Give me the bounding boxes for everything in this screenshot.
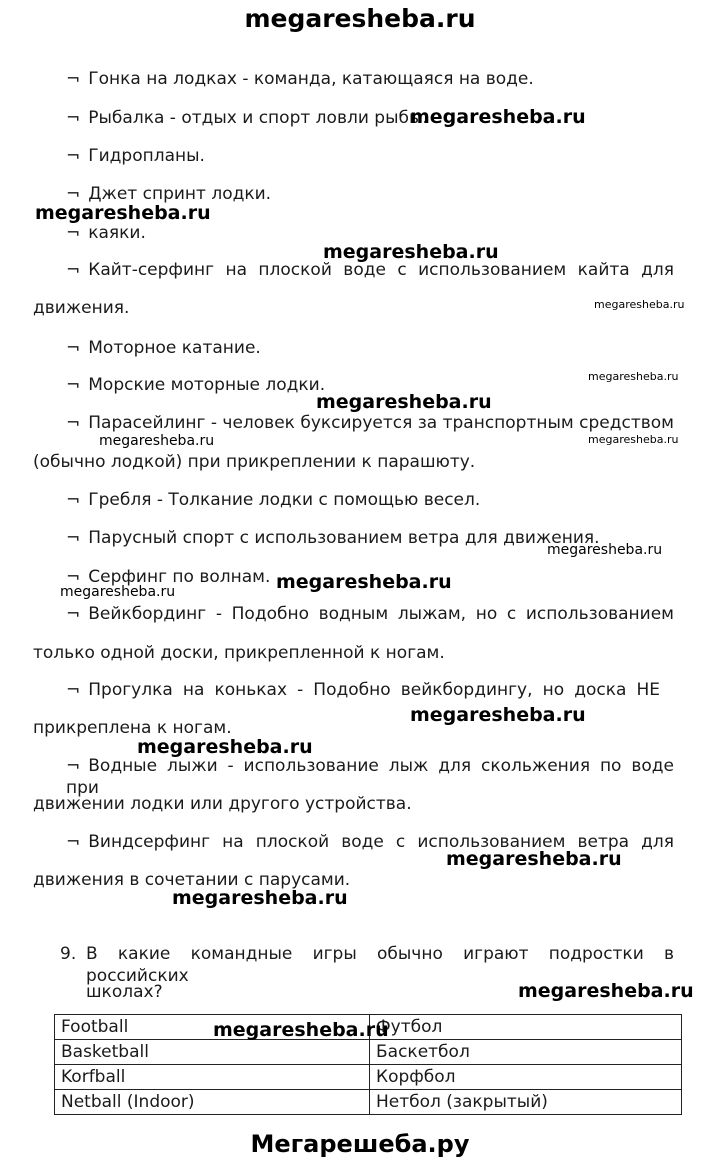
list-item: ¬ Серфинг по волнам. <box>66 567 271 587</box>
question-text: В какие командные игры обычно играют подростки в российских <box>86 944 674 986</box>
list-item-continuation: движения в сочетании с парусами. <box>33 870 351 890</box>
bullet-icon: ¬ <box>66 184 81 204</box>
list-item: ¬ Гонка на лодках - команда, катающаяся на воде. <box>66 69 534 89</box>
list-item-continuation: прикреплена к ногам. <box>33 718 232 738</box>
watermark: megaresheba.ru <box>137 736 313 758</box>
list-item-continuation: (обычно лодкой) при прикреплении к парашюту. <box>33 452 476 472</box>
bullet-icon: ¬ <box>66 108 81 128</box>
watermark: megaresheba.ru <box>316 391 492 413</box>
question-text-continuation: школах? <box>86 982 163 1002</box>
list-item: ¬ Парусный спорт с использованием ветра для движения. <box>66 528 600 548</box>
bullet-icon: ¬ <box>66 567 81 587</box>
table-cell-russian: Корфбол <box>370 1065 682 1090</box>
list-item: ¬ Гребля - Толкание лодки с помощью весел. <box>66 490 481 510</box>
list-item: ¬ Гидропланы. <box>66 146 205 166</box>
bullet-icon: ¬ <box>66 528 81 548</box>
bullet-icon: ¬ <box>66 832 81 852</box>
table-row <box>55 1065 682 1090</box>
table-cell-russian: Баскетбол <box>370 1040 682 1065</box>
bullet-icon: ¬ <box>66 413 81 433</box>
list-item: ¬ Вейкбординг - Подобно водным лыжам, но с использованием <box>66 604 674 624</box>
watermark: megaresheba.ru <box>172 887 348 909</box>
table-cell-english: Netball (Indoor) <box>55 1090 370 1115</box>
table-cell-english: Football <box>55 1015 370 1040</box>
bullet-icon: ¬ <box>66 756 81 776</box>
bullet-icon: ¬ <box>66 680 81 700</box>
list-item: ¬ каяки. <box>66 223 146 243</box>
list-item: ¬ Кайт-серфинг на плоской воде с использованием кайта для <box>66 260 674 280</box>
question-number: 9. <box>60 944 77 964</box>
list-item-continuation: движения. <box>33 298 130 318</box>
table-cell-russian: Футбол <box>370 1015 682 1040</box>
watermark: megaresheba.ru <box>35 202 211 224</box>
page-header-site: megaresheba.ru <box>244 4 476 33</box>
list-item: ¬ Прогулка на коньках - Подобно вейкбордингу, но доска НЕ <box>66 680 660 700</box>
watermark: megaresheba.ru <box>518 980 694 1002</box>
watermark: megaresheba.ru <box>588 433 679 446</box>
watermark: megaresheba.ru <box>410 106 586 128</box>
watermark: megaresheba.ru <box>594 298 685 311</box>
bullet-icon: ¬ <box>66 69 81 89</box>
watermark: megaresheba.ru <box>276 571 452 593</box>
table-row <box>55 1040 682 1065</box>
watermark: megaresheba.ru <box>588 370 679 383</box>
page-footer-site: Мегарешеба.ру <box>250 1130 470 1158</box>
table-cell-english: Basketball <box>55 1040 370 1065</box>
bullet-icon: ¬ <box>66 146 81 166</box>
bullet-icon: ¬ <box>66 490 81 510</box>
watermark: megaresheba.ru <box>99 433 215 449</box>
list-item: ¬ Джет спринт лодки. <box>66 184 272 204</box>
list-item: ¬ Рыбалка - отдых и спорт ловли рыбы. <box>66 108 428 128</box>
list-item-continuation: только одной доски, прикрепленной к ногам. <box>33 643 445 663</box>
table-row <box>55 1090 682 1115</box>
table-cell-english: Korfball <box>55 1065 370 1090</box>
bullet-icon: ¬ <box>66 260 81 280</box>
watermark: megaresheba.ru <box>547 542 663 558</box>
list-item: ¬ Водные лыжи - использование лыж для скольжения по воде при <box>66 756 674 798</box>
watermark: megaresheba.ru <box>60 584 176 600</box>
watermark: megaresheba.ru <box>323 241 499 263</box>
watermark: megaresheba.ru <box>446 848 622 870</box>
bullet-icon: ¬ <box>66 604 81 624</box>
list-item: ¬ Моторное катание. <box>66 338 261 358</box>
table-cell-russian: Нетбол (закрытый) <box>370 1090 682 1115</box>
list-item: ¬ Виндсерфинг на плоской воде с использованием ветра для <box>66 832 674 852</box>
watermark: megaresheba.ru <box>410 704 586 726</box>
watermark: megaresheba.ru <box>213 1019 389 1041</box>
list-item: ¬ Парасейлинг - человек буксируется за транспортным средством <box>66 413 674 433</box>
bullet-icon: ¬ <box>66 338 81 358</box>
list-item: ¬ Морские моторные лодки. <box>66 375 326 395</box>
list-item-continuation: движении лодки или другого устройства. <box>33 794 412 814</box>
bullet-icon: ¬ <box>66 375 81 395</box>
bullet-icon: ¬ <box>66 223 81 243</box>
